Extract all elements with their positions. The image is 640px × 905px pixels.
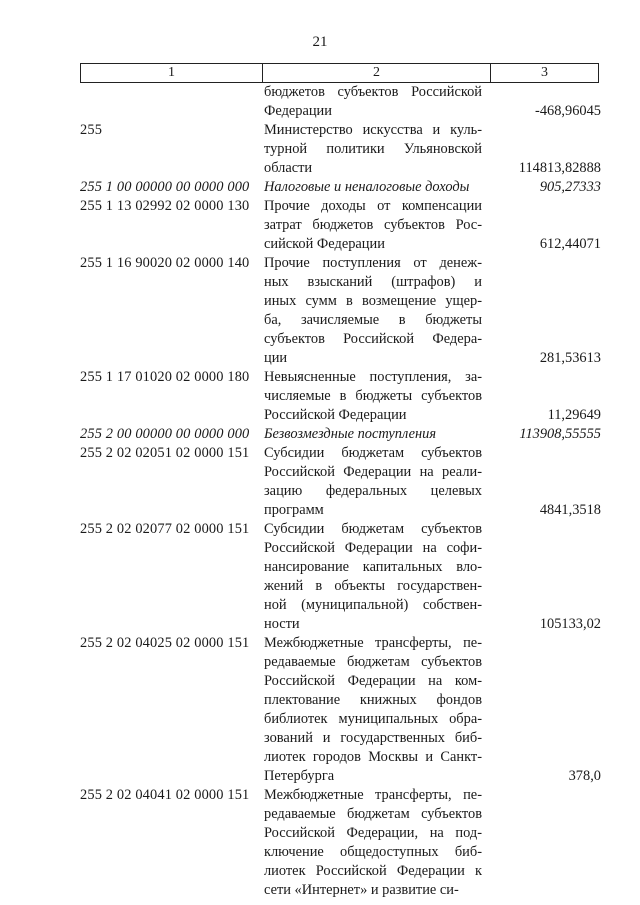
- name-line: программ: [264, 502, 324, 518]
- name-line: Федерации: [264, 103, 332, 119]
- amount-value: -468,96045: [535, 103, 601, 119]
- table-header: [80, 63, 599, 83]
- table-row: [80, 634, 601, 786]
- name-line: Российской Федерации, на под-: [264, 825, 482, 841]
- name-line: затрат бюджетов субъектов Рос-: [264, 217, 482, 233]
- name-line: Невыясненные поступления, за-: [264, 369, 482, 385]
- budget-classification-code: 255 2 00 00000 00 0000 000: [80, 426, 250, 442]
- revenue-item-name: [264, 444, 482, 520]
- name-line: лиотек городов Москвы и Санкт-: [264, 749, 482, 765]
- name-line: ных взысканий (штрафов) и: [264, 274, 482, 290]
- table-row: [80, 444, 601, 520]
- revenue-item-name: [264, 178, 482, 197]
- amount-value: 612,44071: [539, 236, 601, 252]
- table-row: [80, 786, 601, 900]
- revenue-item-name: [264, 786, 482, 900]
- name-line: числяемые в бюджеты субъектов: [264, 388, 482, 404]
- revenue-item-name: [264, 520, 482, 634]
- table-row: [80, 121, 601, 178]
- budget-classification-code: 255 2 02 04025 02 0000 151: [80, 635, 250, 651]
- name-line: Субсидии бюджетам субъектов: [264, 445, 482, 461]
- amount-value: 105133,02: [539, 616, 601, 632]
- name-line: субъектов Российской Федера-: [264, 331, 482, 347]
- revenue-item-name: [264, 83, 482, 121]
- revenue-item-name: [264, 425, 482, 444]
- name-line: Министерство искусства и куль-: [264, 122, 482, 138]
- name-line: Межбюджетные трансферты, пе-: [264, 787, 482, 803]
- revenue-item-name: [264, 121, 482, 178]
- name-line: Российской Федерации на реали-: [264, 464, 482, 480]
- name-line: Российской Федерации на софи-: [264, 540, 482, 556]
- amount-value: 378,0: [568, 768, 601, 784]
- amount-value: 281,53613: [539, 350, 601, 366]
- column-header-2: 2: [263, 64, 491, 83]
- name-line: Российской Федерации: [264, 407, 407, 423]
- name-line: иных сумм в возмещение ущер-: [264, 293, 482, 309]
- name-line: Безвозмездные поступления: [264, 426, 437, 442]
- table-row: [80, 83, 601, 121]
- name-line: Петербурга: [264, 768, 335, 784]
- revenue-item-name: [264, 368, 482, 425]
- name-line: зований и государственных биб-: [264, 730, 482, 746]
- table-row: [80, 197, 601, 254]
- column-header-1: 1: [81, 64, 263, 83]
- revenue-item-name: [264, 254, 482, 368]
- name-line: Прочие доходы от компенсации: [264, 198, 482, 214]
- table-row: [80, 520, 601, 634]
- budget-table-body: [80, 83, 601, 900]
- name-line: нансирование капитальных вло-: [264, 559, 482, 575]
- budget-classification-code: 255 2 02 02077 02 0000 151: [80, 521, 250, 537]
- name-line: сийской Федерации: [264, 236, 385, 252]
- amount-value: 905,27333: [539, 179, 601, 195]
- name-line: ба, зачисляемые в бюджеты: [264, 312, 482, 328]
- amount-value: 11,29649: [547, 407, 601, 423]
- name-line: ции: [264, 350, 288, 366]
- budget-classification-code: 255 1 00 00000 00 0000 000: [80, 179, 250, 195]
- revenue-item-name: [264, 197, 482, 254]
- name-line: области: [264, 160, 313, 176]
- name-line: зацию федеральных целевых: [264, 483, 482, 499]
- name-line: Межбюджетные трансферты, пе-: [264, 635, 482, 651]
- name-line: лиотек Российской Федерации к: [264, 863, 482, 879]
- budget-classification-code: 255 1 13 02992 02 0000 130: [80, 198, 250, 214]
- budget-classification-code: 255 1 17 01020 02 0000 180: [80, 369, 250, 385]
- budget-classification-code: 255 2 02 04041 02 0000 151: [80, 787, 250, 803]
- table-row: [80, 368, 601, 425]
- name-line: редаваемые бюджетам субъектов: [264, 806, 482, 822]
- name-line: жений в объекты государствен-: [264, 578, 482, 594]
- name-line: ключение общедоступных биб-: [264, 844, 482, 860]
- budget-classification-code: 255 1 16 90020 02 0000 140: [80, 255, 250, 271]
- amount-value: 113908,55555: [519, 426, 601, 442]
- table-row: [80, 425, 601, 444]
- name-line: Налоговые и неналоговые доходы: [264, 179, 470, 195]
- column-header-3: 3: [491, 64, 599, 83]
- budget-classification-code: 255: [80, 122, 103, 138]
- amount-value: 4841,3518: [539, 502, 601, 518]
- revenue-item-name: [264, 634, 482, 786]
- budget-classification-code: 255 2 02 02051 02 0000 151: [80, 445, 250, 461]
- table-row: [80, 178, 601, 197]
- name-line: редаваемые бюджетам субъектов: [264, 654, 482, 670]
- name-line: ности: [264, 616, 300, 632]
- amount-value: 114813,82888: [518, 160, 601, 176]
- name-line: бюджетов субъектов Российской: [264, 84, 482, 100]
- name-line: ной (муниципальной) собствен-: [264, 597, 482, 613]
- name-line: плектование книжных фондов: [264, 692, 482, 708]
- name-line: Субсидии бюджетам субъектов: [264, 521, 482, 537]
- name-line: турной политики Ульяновской: [264, 141, 482, 157]
- name-line: библиотек муниципальных обра-: [264, 711, 482, 727]
- page-number: 21: [312, 34, 328, 50]
- name-line: Прочие поступления от денеж-: [264, 255, 482, 271]
- name-line: сети «Интернет» и развитие си-: [264, 882, 459, 898]
- table-row: [80, 254, 601, 368]
- name-line: Российской Федерации на ком-: [264, 673, 482, 689]
